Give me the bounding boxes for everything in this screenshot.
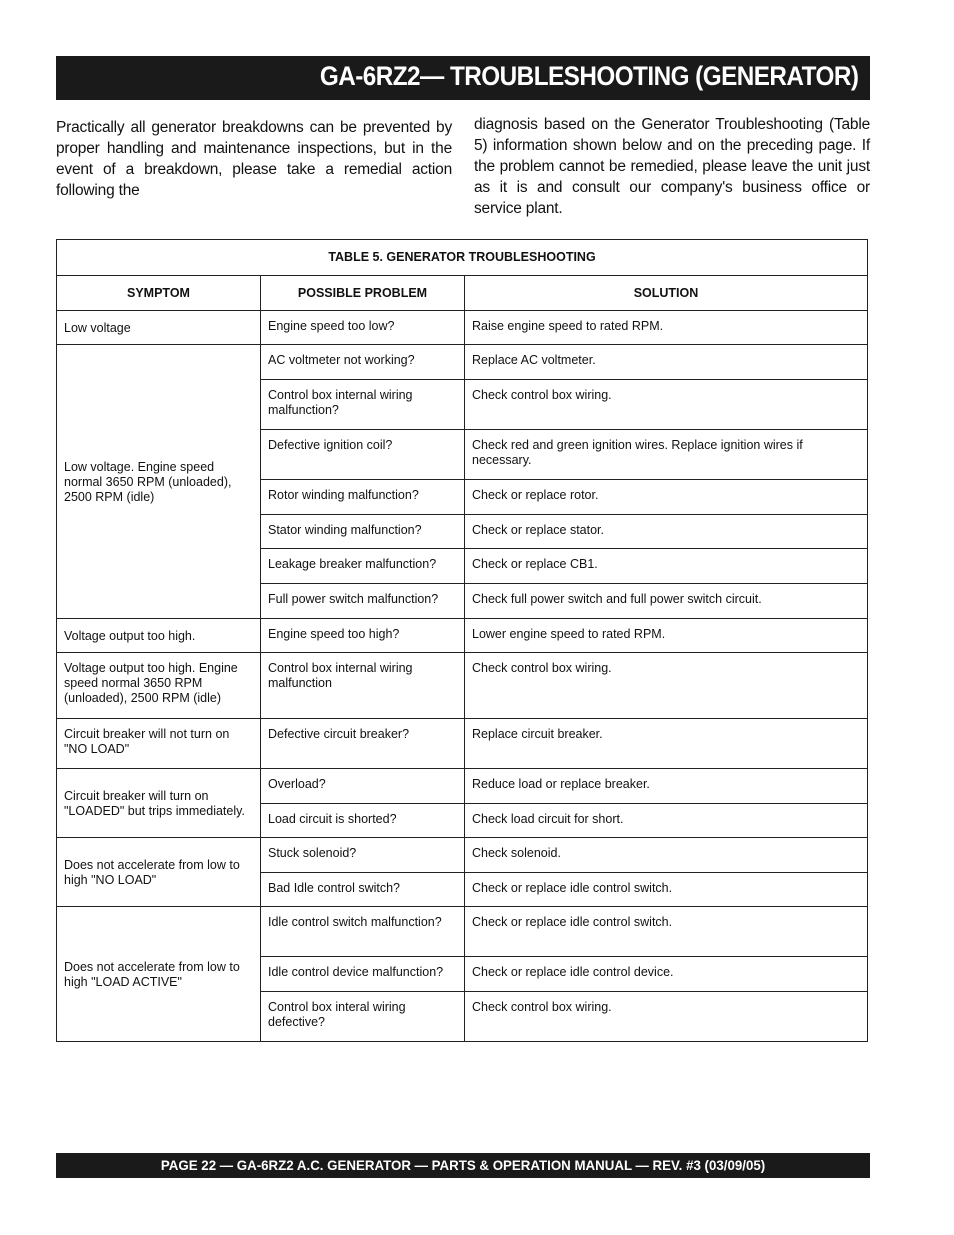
problem-cell: Idle control device malfunction? <box>261 957 465 992</box>
intro-paragraph-right: diagnosis based on the Generator Troubleshooting (Table 5) information shown below and on the preceding page. If the problem cannot be remedied, please leave the unit just as it is and consult our company's business office or service plant. <box>474 116 870 217</box>
table-row <box>57 311 868 345</box>
solution-cell: Replace AC voltmeter. <box>465 345 868 380</box>
problem-cell: Overload? <box>261 769 465 804</box>
solution-cell: Check solenoid. <box>465 838 868 873</box>
table-row <box>57 907 868 957</box>
symptom-cell: Low voltage. Engine speed normal 3650 RPM (unloaded), 2500 RPM (idle) <box>57 345 261 619</box>
problem-cell: Control box internal wiring malfunction? <box>261 380 465 430</box>
solution-cell: Raise engine speed to rated RPM. <box>465 311 868 345</box>
symptom-cell: Low voltage <box>57 311 261 345</box>
symptom-cell: Voltage output too high. <box>57 619 261 653</box>
problem-cell: Load circuit is shorted? <box>261 804 465 838</box>
table-row <box>57 719 868 769</box>
problem-cell: Bad Idle control switch? <box>261 873 465 907</box>
problem-cell: Control box interal wiring defective? <box>261 992 465 1042</box>
solution-cell: Check or replace idle control switch. <box>465 873 868 907</box>
table-body <box>57 311 868 1042</box>
problem-cell: Rotor winding malfunction? <box>261 480 465 515</box>
solution-cell: Check control box wiring. <box>465 992 868 1042</box>
symptom-cell: Voltage output too high. Engine speed normal 3650 RPM (unloaded), 2500 RPM (idle) <box>57 653 261 719</box>
table-row <box>57 769 868 804</box>
solution-cell: Check or replace CB1. <box>465 549 868 584</box>
solution-cell: Replace circuit breaker. <box>465 719 868 769</box>
intro-paragraph-left: Practically all generator breakdowns can be prevented by proper handling and maintenance inspections, but in the event of a breakdown, please take a remedial action following the <box>56 119 452 199</box>
page-title: GA-6RZ2— TROUBLESHOOTING (GENERATOR) <box>319 61 858 91</box>
column-header-symptom: SYMPTOM <box>57 276 261 311</box>
table-caption: TABLE 5. GENERATOR TROUBLESHOOTING <box>57 240 868 276</box>
solution-cell: Check control box wiring. <box>465 380 868 430</box>
problem-cell: Engine speed too low? <box>261 311 465 345</box>
problem-cell: Idle control switch malfunction? <box>261 907 465 957</box>
solution-cell: Check or replace stator. <box>465 515 868 549</box>
problem-cell: Stuck solenoid? <box>261 838 465 873</box>
solution-cell: Reduce load or replace breaker. <box>465 769 868 804</box>
solution-cell: Check or replace idle control switch. <box>465 907 868 957</box>
table-row <box>57 838 868 873</box>
problem-cell: Engine speed too high? <box>261 619 465 653</box>
symptom-cell: Does not accelerate from low to high "LOAD ACTIVE" <box>57 907 261 1042</box>
table-row <box>57 653 868 719</box>
problem-cell: Full power switch malfunction? <box>261 584 465 619</box>
problem-cell: AC voltmeter not working? <box>261 345 465 380</box>
footer-text: PAGE 22 — GA-6RZ2 A.C. GENERATOR — PARTS & OPERATION MANUAL — REV. #3 (03/09/05) <box>160 1157 766 1173</box>
problem-cell: Defective ignition coil? <box>261 430 465 480</box>
problem-cell: Leakage breaker malfunction? <box>261 549 465 584</box>
solution-cell: Check control box wiring. <box>465 653 868 719</box>
table-row <box>57 345 868 380</box>
table-row <box>57 619 868 653</box>
symptom-cell: Circuit breaker will turn on "LOADED" but trips immediately. <box>57 769 261 838</box>
symptom-cell: Circuit breaker will not turn on "NO LOAD" <box>57 719 261 769</box>
solution-cell: Lower engine speed to rated RPM. <box>465 619 868 653</box>
solution-cell: Check load circuit for short. <box>465 804 868 838</box>
solution-cell: Check or replace idle control device. <box>465 957 868 992</box>
page-title-bar <box>56 56 870 100</box>
problem-cell: Stator winding malfunction? <box>261 515 465 549</box>
column-header-solution: SOLUTION <box>465 276 868 311</box>
solution-cell: Check or replace rotor. <box>465 480 868 515</box>
page-footer <box>56 1153 870 1178</box>
problem-cell: Defective circuit breaker? <box>261 719 465 769</box>
problem-cell: Control box internal wiring malfunction <box>261 653 465 719</box>
solution-cell: Check full power switch and full power switch circuit. <box>465 584 868 619</box>
column-header-possible-problem: POSSIBLE PROBLEM <box>261 276 465 311</box>
troubleshooting-table <box>56 239 868 1042</box>
symptom-cell: Does not accelerate from low to high "NO LOAD" <box>57 838 261 907</box>
solution-cell: Check red and green ignition wires. Replace ignition wires if necessary. <box>465 430 868 480</box>
